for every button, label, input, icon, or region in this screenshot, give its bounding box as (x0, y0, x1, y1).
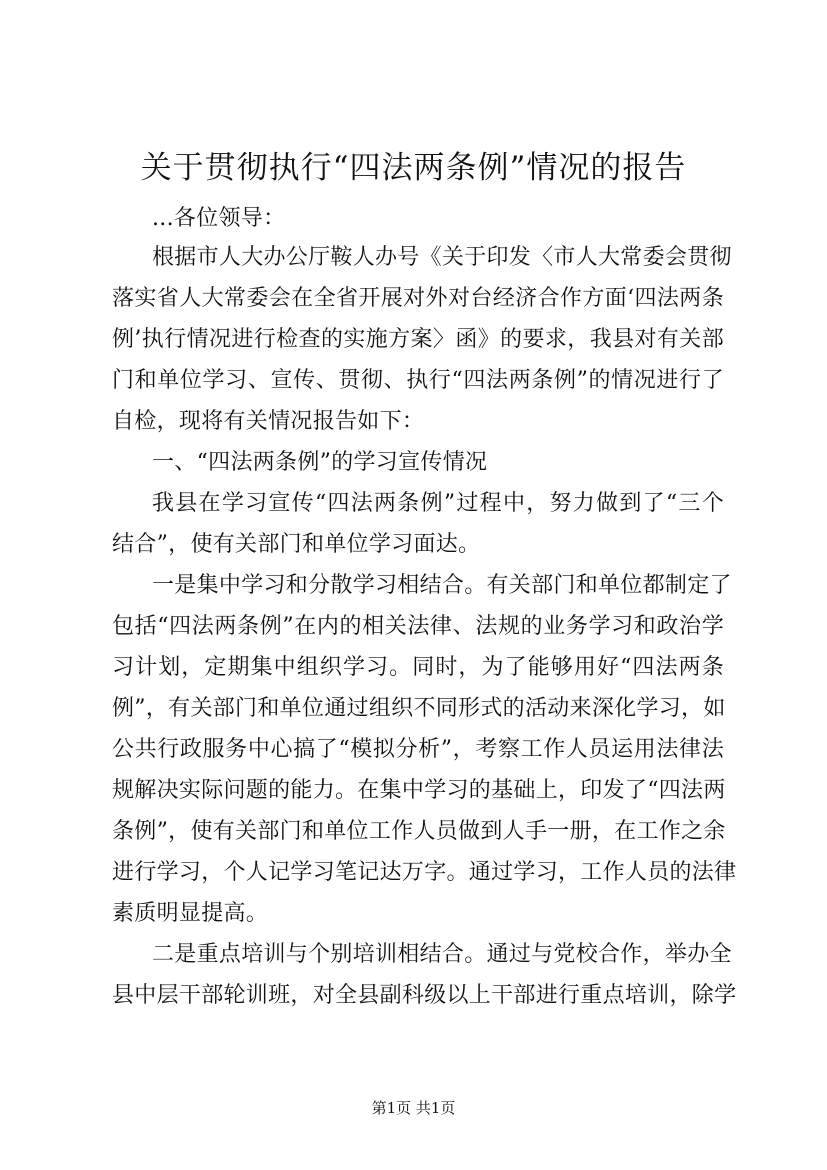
paragraph-line: 自检，现将有关情况报告如下： (112, 409, 425, 434)
section-heading: 一、“四法两条例”的学习宣传情况 (152, 450, 488, 475)
paragraph-line: 习计划，定期集中组织学习。同时，为了能够用好“四法两条 (112, 655, 724, 680)
paragraph-line: 进行学习，个人记学习笔记达万字。通过学习，工作人员的法律 (112, 860, 737, 885)
salutation-line: ...各位领导： (152, 206, 286, 231)
paragraph-line: 素质明显提高。 (112, 901, 269, 926)
paragraph-line: 落实省人大常委会在全省开展对外对台经济合作方面‘四法两条 (112, 286, 724, 311)
paragraph-line: 一是集中学习和分散学习相结合。有关部门和单位都制定了 (152, 573, 732, 598)
paragraph-line: 条例”，使有关部门和单位工作人员做到人手一册，在工作之余 (112, 819, 726, 844)
paragraph-line: 县中层干部轮训班，对全县副科级以上干部进行重点培训，除学 (112, 983, 737, 1008)
paragraph-line: 结合”，使有关部门和单位学习面达。 (112, 532, 481, 557)
paragraph-line: 例”，有关部门和单位通过组织不同形式的活动来深化学习，如 (112, 696, 726, 721)
paragraph-line: 二是重点培训与个别培训相结合。通过与党校合作，举办全 (152, 942, 732, 967)
paragraph-line: 公共行政服务中心搞了“模拟分析”，考察工作人员运用法律法 (112, 737, 724, 762)
paragraph-line: 门和单位学习、宣传、贯彻、执行“四法两条例”的情况进行了 (112, 368, 724, 393)
paragraph-line: 包括“四法两条例”在内的相关法律、法规的业务学习和政治学 (112, 614, 724, 639)
page-footer: 第1页 共1页 (371, 1099, 456, 1117)
paragraph-line: 根据市人大办公厅鞍人办号《关于印发〈市人大常委会贯彻 (152, 245, 732, 270)
paragraph-line: 例’执行情况进行检查的实施方案〉函》的要求，我县对有关部 (112, 327, 724, 352)
paragraph-line: 我县在学习宣传“四法两条例”过程中，努力做到了“三个 (152, 491, 724, 516)
paragraph-line: 规解决实际问题的能力。在集中学习的基础上，印发了“四法两 (112, 778, 726, 803)
document-title: 关于贯彻执行“四法两条例”情况的报告 (140, 150, 687, 186)
